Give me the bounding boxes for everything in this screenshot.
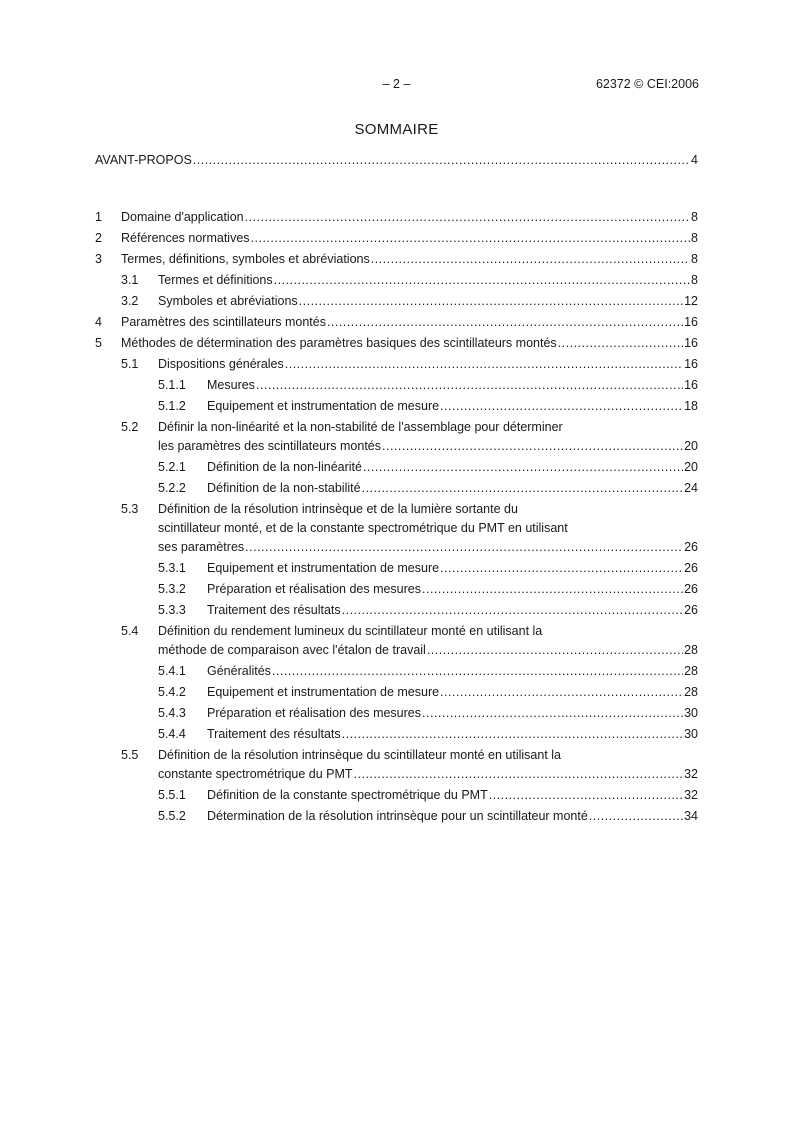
toc-entry-page: 16 [684, 357, 698, 371]
toc-entry-page: 26 [684, 603, 698, 617]
toc-entry-number: 5.2.1 [158, 460, 186, 474]
toc-entry[interactable] [95, 271, 698, 290]
toc-entry-label: Traitement des résultats [207, 603, 341, 617]
dot-leader [440, 397, 683, 416]
toc-entry-label: Définition de la non-stabilité [207, 481, 361, 495]
toc-entry-number: 5.3.2 [158, 582, 186, 596]
toc-entry-label: Equipement et instrumentation de mesure [207, 561, 440, 575]
toc-entry-label: Références normatives [121, 231, 250, 245]
toc-entry[interactable] [95, 334, 698, 353]
toc-entry[interactable] [95, 313, 698, 332]
toc-entry-label: méthode de comparaison avec l'étalon de travail [158, 643, 426, 657]
toc-entry-number: 5.1.1 [158, 378, 186, 392]
dot-leader [422, 580, 683, 599]
page-title: SOMMAIRE [354, 121, 439, 138]
toc-entry[interactable] [95, 229, 698, 248]
dot-leader [327, 313, 683, 332]
dot-leader [422, 704, 683, 723]
dot-leader [440, 683, 683, 702]
toc-entry[interactable] [95, 807, 698, 826]
toc-entry[interactable] [95, 479, 698, 498]
dot-leader [371, 250, 690, 269]
dot-leader [440, 559, 683, 578]
toc-entry-page: 34 [684, 809, 698, 823]
toc-entry-page: 20 [684, 439, 698, 453]
toc-entry[interactable] [95, 355, 698, 374]
dot-leader [245, 208, 690, 227]
toc-entry[interactable] [95, 662, 698, 681]
toc-entry-label: Termes, définitions, symboles et abréviations [121, 252, 370, 266]
toc-entry-page: 8 [691, 273, 698, 287]
toc-entry-page: 16 [684, 315, 698, 329]
toc-entry-label: Détermination de la résolution intrinsèque pour un scintillateur monté [207, 809, 588, 823]
toc-entry-page: 12 [684, 294, 698, 308]
toc-entry-number: 5.1 [121, 357, 139, 371]
toc-entry-foreword[interactable] [95, 151, 698, 170]
spacer [95, 170, 698, 189]
toc-entry[interactable] [95, 580, 698, 599]
dot-leader [193, 151, 690, 170]
toc-entry[interactable] [95, 376, 698, 395]
toc-entry-page: 28 [684, 643, 698, 657]
toc-entry-label: Définition de la non-linéarité [207, 460, 362, 474]
toc-entry-number: 5.5 [121, 748, 139, 762]
toc-entry[interactable] [95, 250, 698, 269]
dot-leader [558, 334, 683, 353]
spacer [95, 189, 698, 208]
toc-entry-number: 5.4.1 [158, 664, 186, 678]
toc-entry-page: 16 [684, 336, 698, 350]
toc-entry[interactable] [95, 704, 698, 723]
toc-entry-page: 26 [684, 540, 698, 554]
page-number: – 2 – [382, 77, 411, 91]
toc-entry[interactable] [95, 208, 698, 227]
toc-entry-label: Symboles et abréviations [158, 294, 298, 308]
toc-entry-label: Méthodes de détermination des paramètres basiques des scintillateurs montés [121, 336, 557, 350]
dot-leader [362, 479, 684, 498]
toc-entry-label: Equipement et instrumentation de mesure [207, 399, 440, 413]
toc-entry-number: 5.2.2 [158, 481, 186, 495]
toc-entry-label: ses paramètres [158, 540, 245, 554]
toc-entry-page: 26 [684, 582, 698, 596]
toc-entry-label-line: Définir la non-linéarité et la non-stabilité de l'assemblage pour déterminer [158, 420, 563, 434]
toc-entry-page: 32 [684, 788, 698, 802]
toc-entry-number: 5.3.1 [158, 561, 186, 575]
toc-entry-page: 8 [691, 231, 698, 245]
toc-entry-number: 3.2 [121, 294, 139, 308]
toc-entry-label: Domaine d'application [121, 210, 244, 224]
toc-entry-number: 5.2 [121, 420, 139, 434]
toc-entry[interactable] [95, 725, 698, 744]
dot-leader [299, 292, 683, 311]
toc-entry[interactable] [95, 786, 698, 805]
toc-entry-page: 32 [684, 767, 698, 781]
toc-entry[interactable] [95, 500, 698, 557]
dot-leader [354, 765, 684, 784]
toc-entry-number: 2 [95, 231, 102, 245]
toc-entry-page: 24 [684, 481, 698, 495]
toc-entry-number: 5.3 [121, 502, 139, 516]
toc-entry[interactable] [95, 458, 698, 477]
dot-leader [342, 601, 683, 620]
toc-entry-number: 5.4.2 [158, 685, 186, 699]
toc-entry[interactable] [95, 622, 698, 660]
dot-leader [272, 662, 683, 681]
toc-entry-label: AVANT-PROPOS [95, 153, 192, 167]
toc-entry-label-line: Définition du rendement lumineux du scintillateur monté en utilisant la [158, 624, 543, 638]
toc-entry-number: 5.3.3 [158, 603, 186, 617]
toc-entry-page: 16 [684, 378, 698, 392]
toc-entry-page: 28 [684, 685, 698, 699]
toc-entry-page: 30 [684, 706, 698, 720]
dot-leader [245, 538, 683, 557]
toc-entry[interactable] [95, 559, 698, 578]
toc-entry-page: 8 [691, 252, 698, 266]
toc-entry-label-line: Définition de la résolution intrinsèque et de la lumière sortante du [158, 502, 518, 516]
dot-leader [589, 807, 683, 826]
toc-entry-number: 4 [95, 315, 102, 329]
toc-entry-label: Préparation et réalisation des mesures [207, 582, 422, 596]
toc-entry[interactable] [95, 397, 698, 416]
toc-entry-label: Dispositions générales [158, 357, 284, 371]
toc-entry-label-line: Définition de la résolution intrinsèque du scintillateur monté en utilisant la [158, 748, 562, 762]
dot-leader [342, 725, 683, 744]
toc-entry-number: 5.1.2 [158, 399, 186, 413]
toc-entry-number: 5.5.1 [158, 788, 186, 802]
dot-leader [427, 641, 683, 660]
dot-leader [274, 271, 690, 290]
toc-entry-page: 4 [691, 153, 698, 167]
document-reference: 62372 © CEI:2006 [595, 77, 699, 91]
toc-entry-label: Equipement et instrumentation de mesure [207, 685, 440, 699]
toc-entry[interactable] [95, 601, 698, 620]
toc-entry-number: 5.4 [121, 624, 139, 638]
toc-entry-page: 26 [684, 561, 698, 575]
toc-entry-label: Termes et définitions [158, 273, 273, 287]
dot-leader [489, 786, 683, 805]
dot-leader [251, 229, 691, 248]
toc-entry-label: constante spectrométrique du PMT [158, 767, 353, 781]
toc-entry-page: 20 [684, 460, 698, 474]
toc-entry-label: Paramètres des scintillateurs montés [121, 315, 326, 329]
toc-entry-number: 5.5.2 [158, 809, 186, 823]
toc-entry[interactable] [95, 683, 698, 702]
dot-leader [256, 376, 683, 395]
toc-entry-label: Généralités [207, 664, 271, 678]
dot-leader [363, 458, 683, 477]
dot-leader [285, 355, 683, 374]
toc-entry-label: Mesures [207, 378, 255, 392]
toc-entry[interactable] [95, 292, 698, 311]
toc-entry-label-line: scintillateur monté, et de la constante spectrométrique du PMT en utilisant [158, 521, 568, 535]
toc-entry-number: 5.4.4 [158, 727, 186, 741]
toc-entry-number: 3 [95, 252, 102, 266]
table-of-contents [95, 151, 698, 828]
toc-entry-page: 30 [684, 727, 698, 741]
toc-entry-page: 18 [684, 399, 698, 413]
toc-entry-label: les paramètres des scintillateurs montés [158, 439, 382, 453]
toc-entry-number: 3.1 [121, 273, 139, 287]
toc-entry[interactable] [95, 418, 698, 456]
toc-entry-number: 5.4.3 [158, 706, 186, 720]
toc-entry-page: 8 [691, 210, 698, 224]
toc-entry-label: Traitement des résultats [207, 727, 341, 741]
toc-entry-label: Préparation et réalisation des mesures [207, 706, 422, 720]
toc-entry-page: 28 [684, 664, 698, 678]
dot-leader [382, 437, 683, 456]
toc-entry-label: Définition de la constante spectrométrique du PMT [207, 788, 488, 802]
toc-entry-number: 1 [95, 210, 102, 224]
toc-entry-number: 5 [95, 336, 102, 350]
toc-entry[interactable] [95, 746, 698, 784]
